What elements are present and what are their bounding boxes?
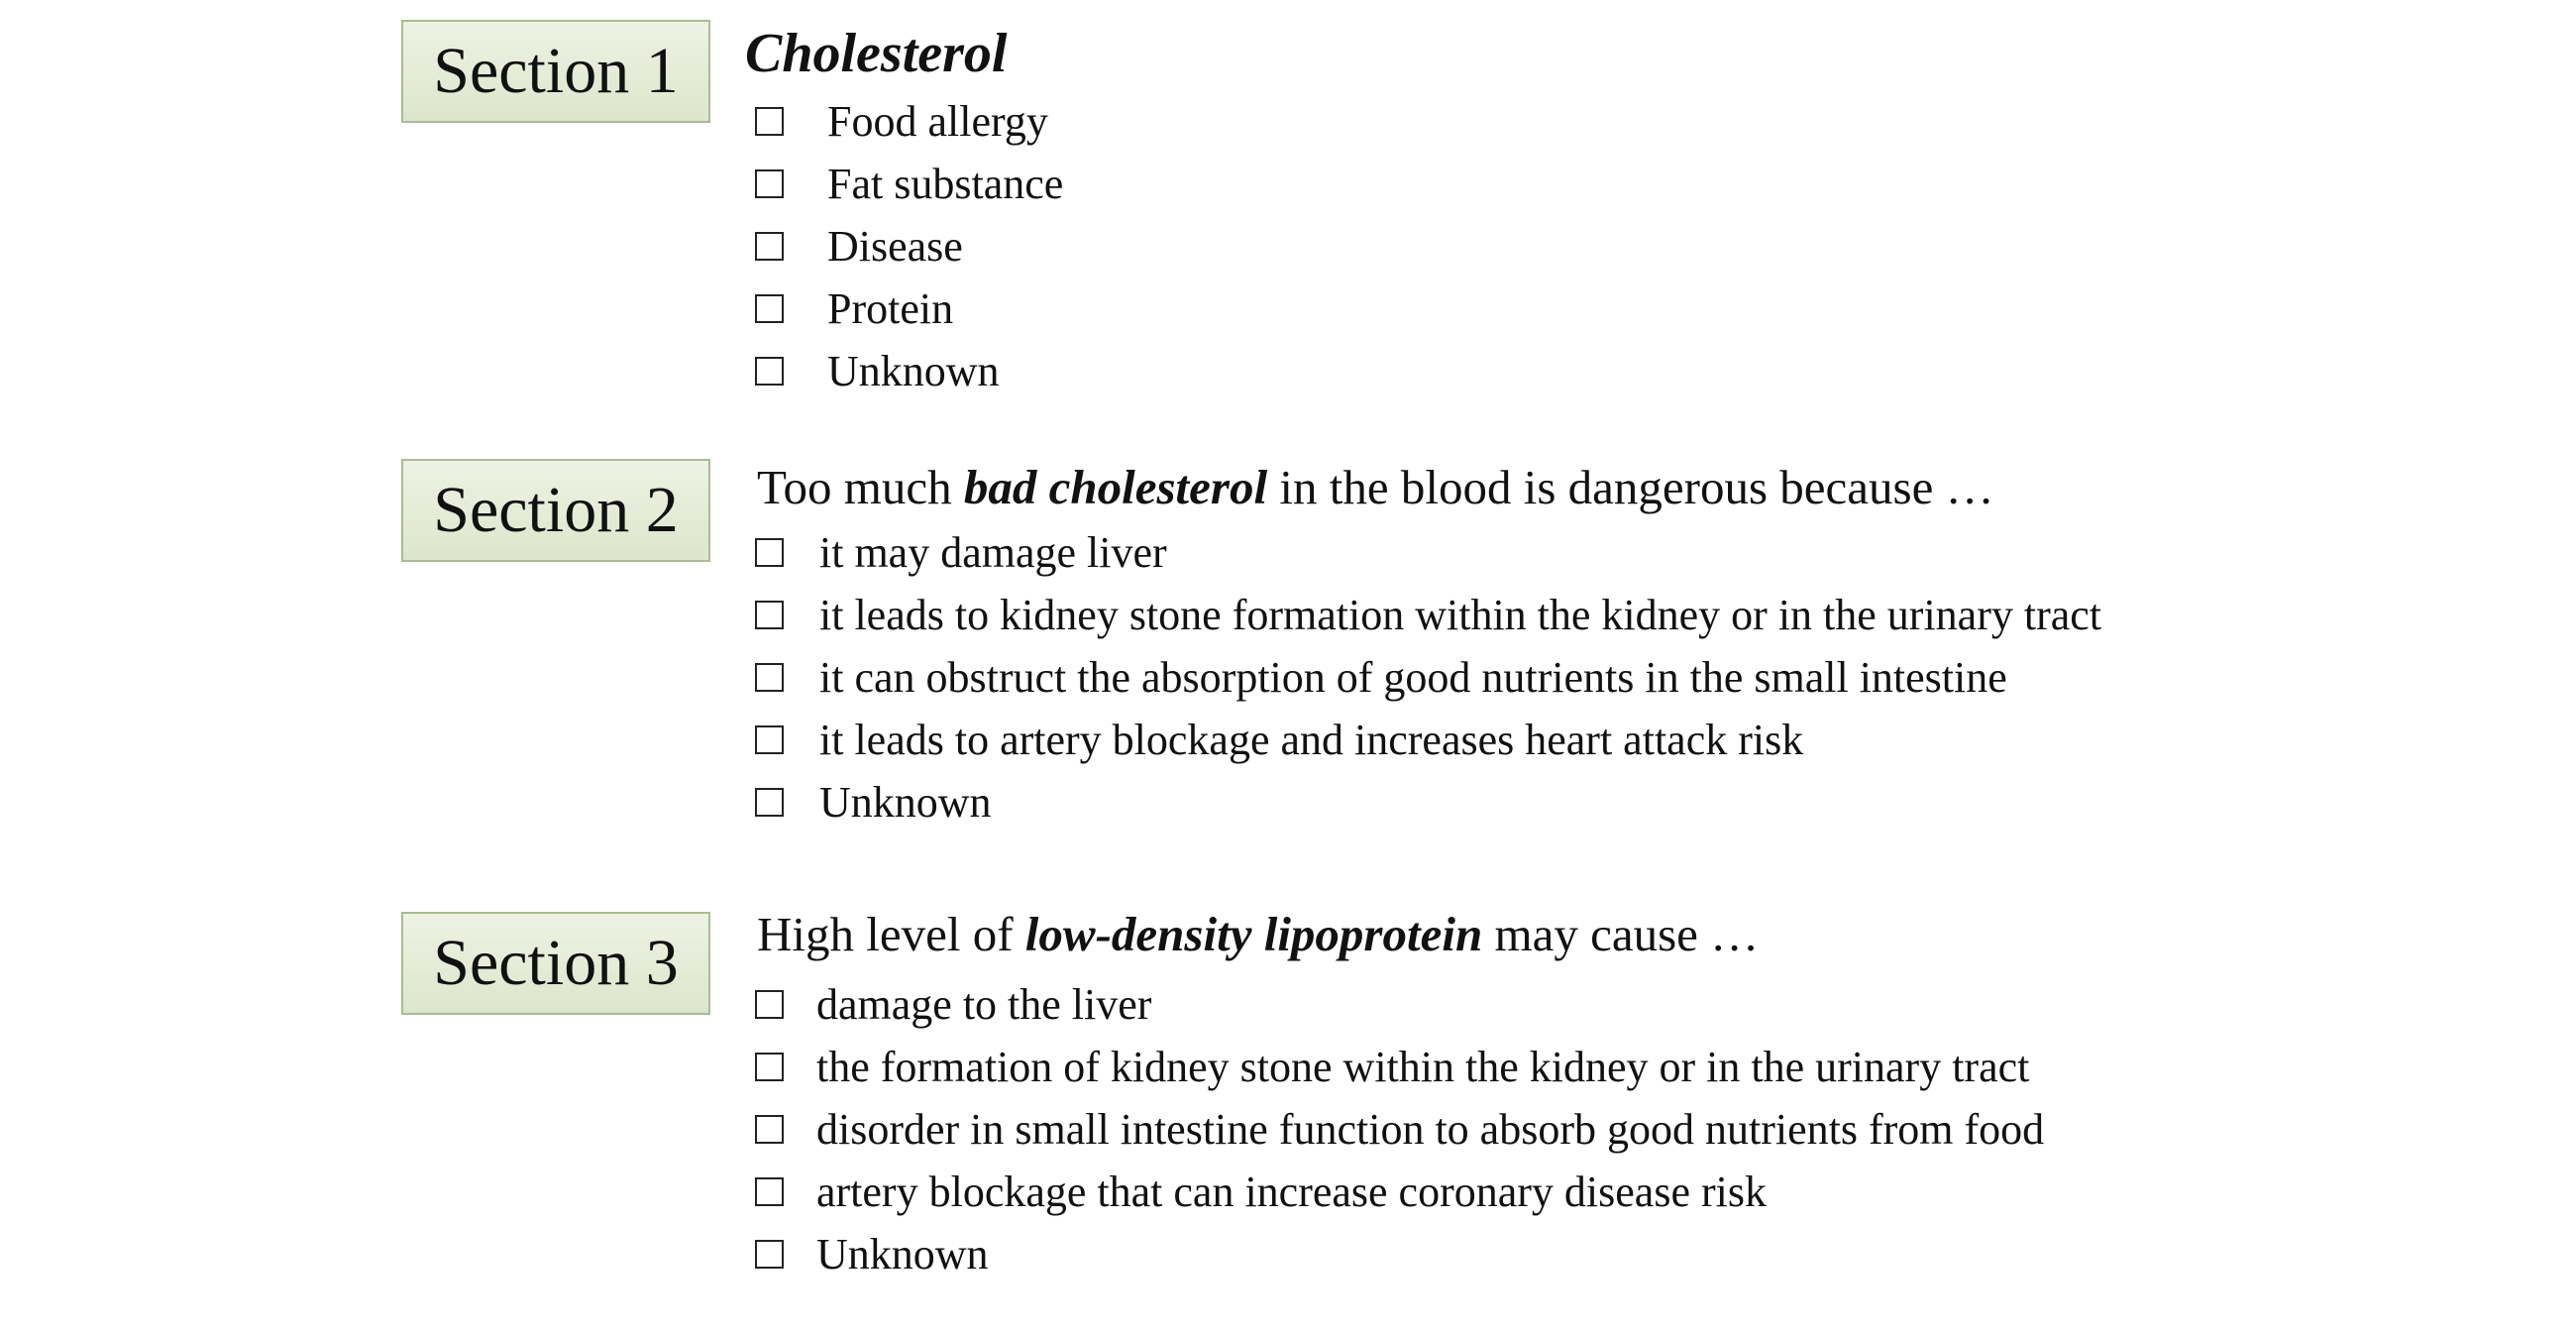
option-label: it may damage liver bbox=[819, 527, 1167, 577]
option-label: Fat substance bbox=[827, 159, 1064, 208]
option-label: artery blockage that can increase coronary disease risk bbox=[816, 1167, 1767, 1216]
option-item bbox=[755, 215, 1063, 278]
checkbox[interactable] bbox=[755, 232, 784, 261]
option-label: it leads to kidney stone formation within the kidney or in the urinary tract bbox=[819, 590, 2102, 639]
option-item bbox=[755, 709, 2101, 771]
option-item bbox=[755, 1098, 2044, 1161]
option-label: Food allergy bbox=[827, 96, 1048, 146]
checkbox[interactable] bbox=[755, 1053, 784, 1081]
section-3-label: Section 3 bbox=[401, 912, 710, 1015]
option-item bbox=[755, 771, 2101, 834]
checkbox[interactable] bbox=[755, 601, 784, 629]
section-3-options bbox=[755, 973, 2044, 1285]
checkbox[interactable] bbox=[755, 357, 784, 386]
section-2-question bbox=[757, 460, 1994, 514]
section-1-label: Section 1 bbox=[401, 20, 710, 123]
question-emphasis: bad cholesterol bbox=[963, 460, 1268, 514]
section-1-options bbox=[755, 90, 1063, 402]
checkbox[interactable] bbox=[755, 1240, 784, 1269]
checkbox[interactable] bbox=[755, 294, 784, 323]
question-emphasis: low-density lipoprotein bbox=[1024, 907, 1483, 961]
question-text: in the blood is dangerous because … bbox=[1267, 460, 1994, 514]
question-text: may cause … bbox=[1482, 907, 1760, 961]
option-item bbox=[755, 153, 1063, 215]
checkbox[interactable] bbox=[755, 169, 784, 198]
checkbox[interactable] bbox=[755, 1115, 784, 1144]
option-item bbox=[755, 973, 2044, 1036]
option-label: it leads to artery blockage and increases heart attack risk bbox=[819, 715, 1804, 764]
question-text: High level of bbox=[757, 907, 1025, 961]
option-label: Unknown bbox=[827, 346, 1000, 395]
section-3-question bbox=[757, 907, 1760, 961]
option-label: it can obstruct the absorption of good nutrients in the small intestine bbox=[819, 652, 2007, 702]
option-item bbox=[755, 1036, 2044, 1098]
option-label: Protein bbox=[827, 283, 954, 333]
question-text: Too much bbox=[757, 460, 964, 514]
section-2-label: Section 2 bbox=[401, 459, 710, 562]
checkbox[interactable] bbox=[755, 725, 784, 754]
section-1-question: Cholesterol bbox=[745, 23, 1008, 84]
checkbox[interactable] bbox=[755, 1177, 784, 1206]
option-item bbox=[755, 646, 2101, 709]
option-item bbox=[755, 278, 1063, 340]
option-item bbox=[755, 584, 2101, 646]
option-item bbox=[755, 1161, 2044, 1223]
option-item bbox=[755, 521, 2101, 584]
option-label: disorder in small intestine function to absorb good nutrients from food bbox=[816, 1104, 2045, 1154]
checkbox[interactable] bbox=[755, 538, 784, 567]
option-item bbox=[755, 90, 1063, 153]
option-label: Unknown bbox=[819, 777, 992, 827]
option-label: the formation of kidney stone within the kidney or in the urinary tract bbox=[816, 1042, 2030, 1091]
checkbox[interactable] bbox=[755, 990, 784, 1019]
option-label: damage to the liver bbox=[816, 979, 1152, 1029]
option-item bbox=[755, 340, 1063, 402]
checkbox[interactable] bbox=[755, 663, 784, 692]
option-label: Disease bbox=[827, 221, 963, 271]
option-label: Unknown bbox=[816, 1229, 989, 1279]
section-2-options bbox=[755, 521, 2101, 834]
checkbox[interactable] bbox=[755, 107, 784, 136]
checkbox[interactable] bbox=[755, 788, 784, 817]
option-item bbox=[755, 1223, 2044, 1285]
